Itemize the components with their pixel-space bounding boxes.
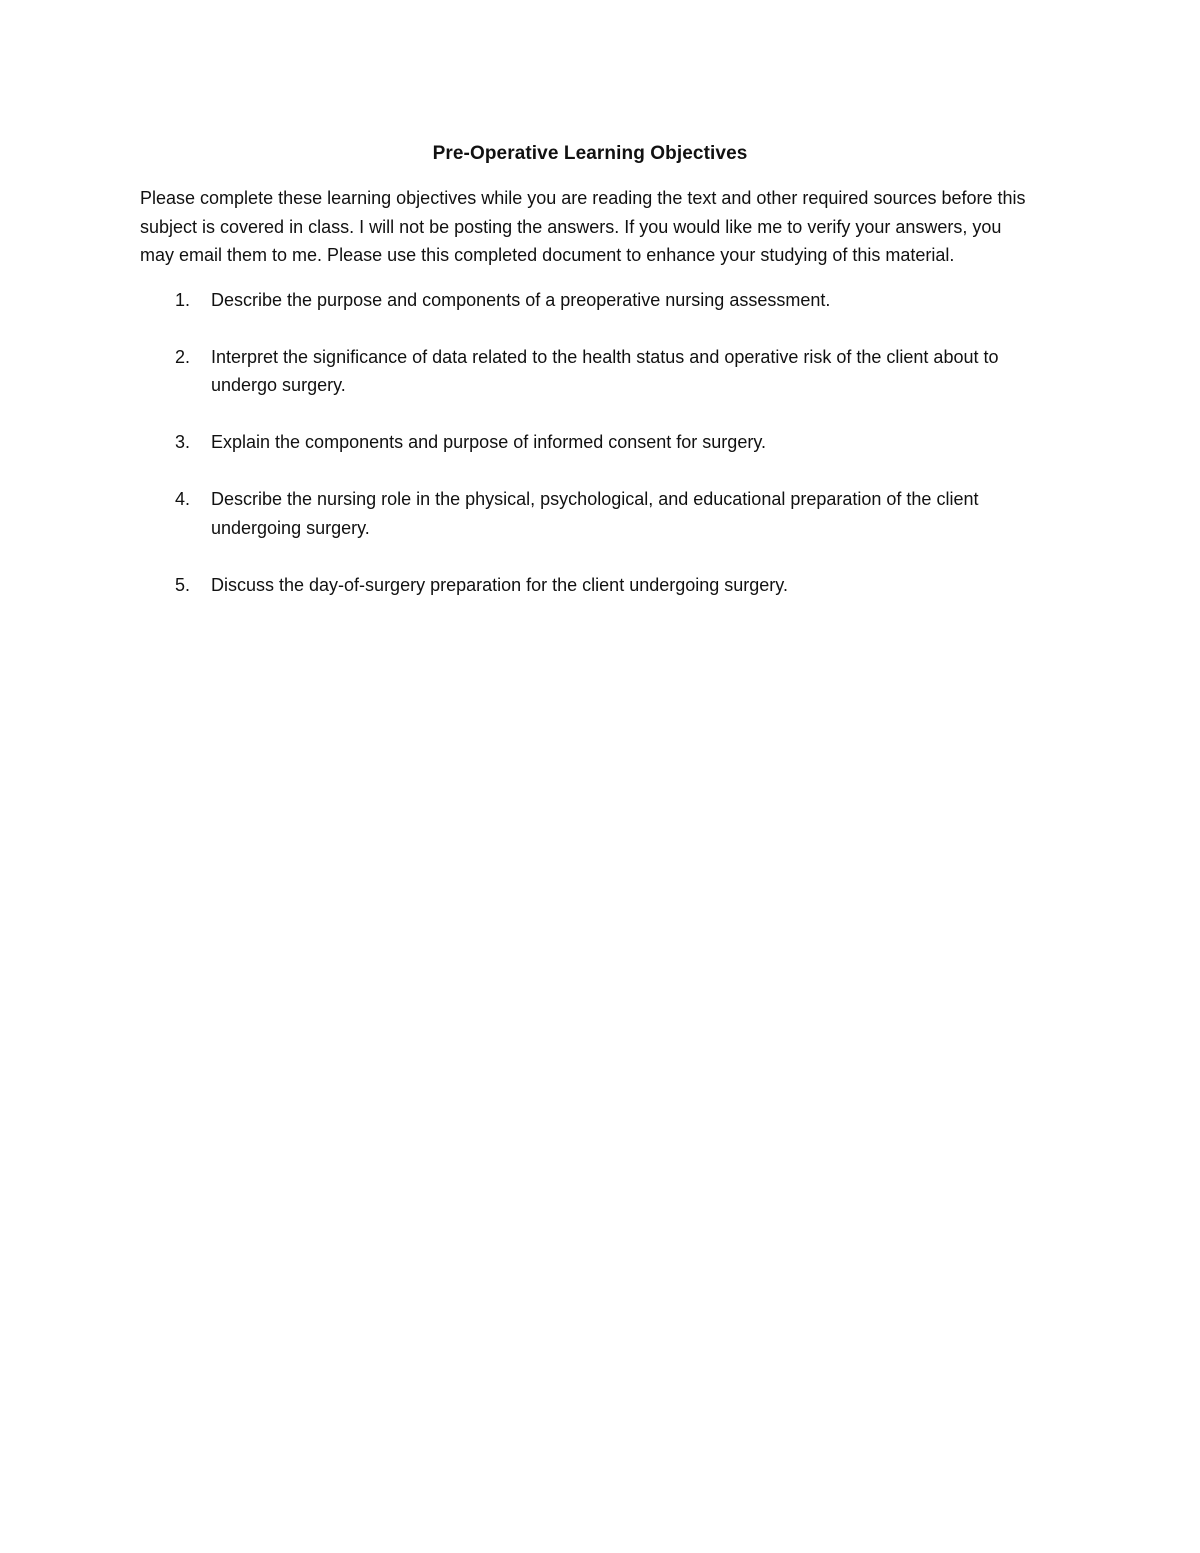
objective-number: 2.: [175, 346, 191, 367]
objective-item-5: [140, 571, 1040, 600]
document-body: [140, 140, 1040, 628]
objective-number: 1.: [175, 289, 191, 310]
objective-item-3: [140, 428, 1040, 457]
objective-text: Discuss the day-of-surgery preparation for the client undergoing surgery.: [211, 574, 788, 595]
objectives-list: [140, 286, 1040, 600]
objective-number: 5.: [175, 574, 191, 595]
objective-text: Describe the nursing role in the physical, psychological, and educational preparation of the client undergoing surgery.: [211, 489, 979, 538]
objective-number: 3.: [175, 432, 191, 452]
document-title: Pre-Operative Learning Objectives: [432, 143, 748, 164]
objective-text: Explain the components and purpose of informed consent for surgery.: [211, 432, 766, 452]
objective-text: Describe the purpose and components of a preoperative nursing assessment.: [211, 289, 831, 310]
objective-text: Interpret the significance of data related to the health status and operative risk of the client about to undergo surgery.: [211, 346, 999, 395]
objective-item-2: [140, 343, 1040, 400]
objective-number: 4.: [175, 489, 191, 509]
intro-paragraph: Please complete these learning objectives while you are reading the text and other required sources before this subject is covered in class. I will not be posting the answers. If you would like me to verify your answers, you may email them to me. Please use this completed document to enhance your studying of this material.: [140, 188, 1026, 265]
objective-item-1: [140, 286, 1040, 315]
objective-item-4: [140, 485, 1040, 542]
